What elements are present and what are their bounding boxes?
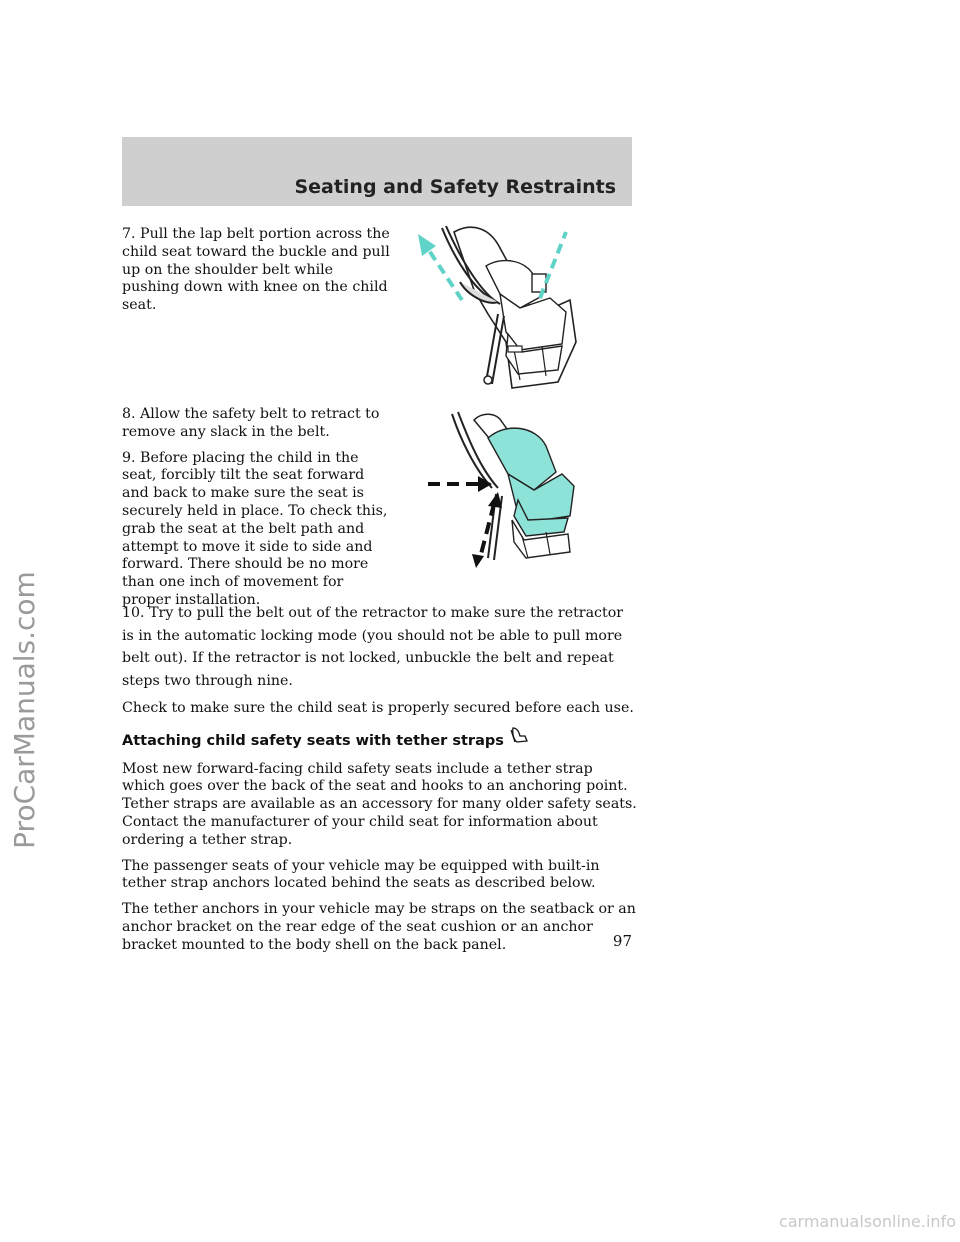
tether-paragraph-1: Most new forward-facing child safety seats include a tether strap which goes over the back of the seat and hooks to an anchoring point. Tether straps are available as an accessory for many older safety seats. Contact the manufacturer of your child seat for information about ordering a tether strap. [122, 760, 637, 848]
tether-paragraph-2: The passenger seats of your vehicle may be equipped with built-in tether strap anchors located behind the seats as described below. [122, 857, 600, 892]
child-seat-illustration-1 [402, 222, 592, 394]
check-note: Check to make sure the child seat is properly secured before each use. [122, 700, 634, 716]
step-9-text: 9. Before placing the child in the seat, forcibly tilt the seat forward and back to make sure the seat is securely held in place. To check this, grab the seat at the belt path and attempt to move it side to side and forward. There should be no more than one inch of movement for proper installation. [122, 449, 388, 608]
child-seat-illustration-2 [422, 408, 592, 572]
body-text [122, 602, 637, 963]
child-seat-icon [509, 726, 529, 744]
figure-pull-lap-belt [402, 222, 592, 394]
tether-heading-text: Attaching child safety seats with tether straps [122, 732, 504, 749]
section-header [122, 137, 632, 206]
step-8-9-block [122, 406, 390, 618]
section-title: Seating and Safety Restraints [294, 176, 616, 198]
side-watermark-text: ProCarManuals.com [8, 571, 41, 849]
figure-tilt-seat [422, 408, 592, 572]
step-7-block [122, 226, 390, 323]
side-watermark [4, 480, 64, 940]
step-10-text: 10. Try to pull the belt out of the retractor to make sure the retractor is in the automatic locking mode (you should not be able to pull more belt out). If the retractor is not locked, unbuckle the belt and repeat steps two through nine. [122, 605, 624, 689]
page-number: 97 [612, 932, 632, 950]
tether-heading [122, 732, 637, 751]
footer-watermark: carmanualsonline.info [778, 1212, 956, 1231]
tether-paragraph-3: The tether anchors in your vehicle may be straps on the seatback or an anchor bracket on the rear edge of the seat cushion or an anchor bracket mounted to the body shell on the back panel. [122, 901, 636, 953]
step-7-text: 7. Pull the lap belt portion across the child seat toward the buckle and pull up on the shoulder belt while pushing down with knee on the child seat. [122, 226, 390, 314]
step-8-text: 8. Allow the safety belt to retract to remove any slack in the belt. [122, 406, 380, 440]
